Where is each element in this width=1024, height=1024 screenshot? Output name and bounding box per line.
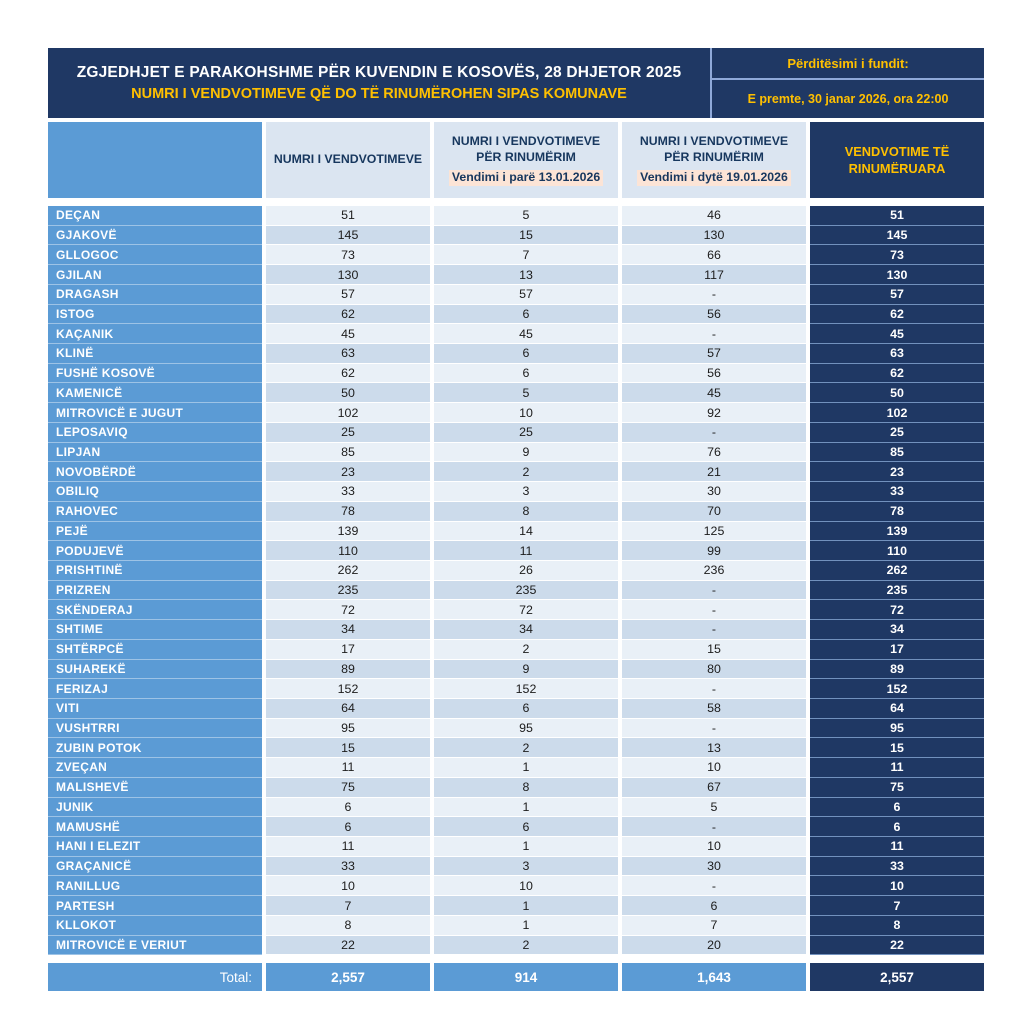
municipality-cell: GJILAN [48, 265, 262, 285]
stations-total-cell: 17 [266, 640, 430, 660]
municipality-cell: MITROVICË E JUGUT [48, 403, 262, 423]
column-header-label: VENDVOTIME TË RINUMËRUARA [844, 143, 950, 176]
second-decision-cell: - [622, 600, 806, 620]
first-decision-cell: 6 [434, 344, 618, 364]
first-decision-cell: 14 [434, 522, 618, 542]
stations-total-cell: 102 [266, 403, 430, 423]
report-title: ZGJEDHJET E PARAKOHSHME PËR KUVENDIN E KOSOVËS, 28 DHJETOR 2025 [76, 64, 682, 81]
table-row [48, 817, 984, 837]
second-decision-cell: 125 [622, 522, 806, 542]
recounted-cell: 33 [810, 857, 984, 877]
recounted-cell: 63 [810, 344, 984, 364]
second-decision-cell: - [622, 679, 806, 699]
table-row [48, 226, 984, 246]
second-decision-cell: 117 [622, 265, 806, 285]
stations-total-cell: 235 [266, 581, 430, 601]
recounted-cell: 62 [810, 364, 984, 384]
first-decision-cell: 235 [434, 581, 618, 601]
last-update-label: Përditësimi i fundit: [712, 48, 984, 80]
second-decision-cell: - [622, 876, 806, 896]
stations-total-cell: 34 [266, 620, 430, 640]
recounted-cell: 15 [810, 738, 984, 758]
table-row [48, 561, 984, 581]
second-decision-cell: 67 [622, 778, 806, 798]
table-row [48, 403, 984, 423]
table-row [48, 778, 984, 798]
stations-total-cell: 85 [266, 443, 430, 463]
second-decision-cell: 21 [622, 462, 806, 482]
table-row [48, 660, 984, 680]
stations-total-cell: 64 [266, 699, 430, 719]
recounted-cell: 235 [810, 581, 984, 601]
first-decision-cell: 6 [434, 699, 618, 719]
first-decision-cell: 13 [434, 265, 618, 285]
stations-total-cell: 8 [266, 916, 430, 936]
first-decision-cell: 34 [434, 620, 618, 640]
first-decision-cell: 2 [434, 738, 618, 758]
column-header-label: NUMRI I VENDVOTIMEVE PËR RINUMËRIM [639, 134, 789, 164]
second-decision-cell: - [622, 817, 806, 837]
stations-total-cell: 62 [266, 305, 430, 325]
stations-total-cell: 130 [266, 265, 430, 285]
first-decision-cell: 45 [434, 324, 618, 344]
municipality-cell: OBILIQ [48, 482, 262, 502]
municipality-cell: LEPOSAVIQ [48, 423, 262, 443]
recounted-cell: 89 [810, 660, 984, 680]
second-decision-cell: 57 [622, 344, 806, 364]
title-band [48, 48, 984, 118]
table-row [48, 896, 984, 916]
municipality-cell: ZUBIN POTOK [48, 738, 262, 758]
recounted-cell: 17 [810, 640, 984, 660]
recounted-cell: 152 [810, 679, 984, 699]
first-decision-cell: 6 [434, 817, 618, 837]
stations-total-cell: 62 [266, 364, 430, 384]
total-second-decision-value: 1,643 [622, 963, 806, 991]
first-decision-cell: 5 [434, 206, 618, 226]
first-decision-cell: 2 [434, 640, 618, 660]
recounted-cell: 73 [810, 245, 984, 265]
second-decision-cell: 15 [622, 640, 806, 660]
recounted-cell: 51 [810, 206, 984, 226]
first-decision-cell: 1 [434, 916, 618, 936]
recounted-cell: 45 [810, 324, 984, 344]
first-decision-cell: 72 [434, 600, 618, 620]
stations-total-cell: 73 [266, 245, 430, 265]
table-row [48, 206, 984, 226]
first-decision-cell: 95 [434, 719, 618, 739]
recounted-cell: 95 [810, 719, 984, 739]
stations-total-cell: 51 [266, 206, 430, 226]
second-decision-cell: 45 [622, 383, 806, 403]
column-header-sublabel: Vendimi i dytë 19.01.2026 [637, 170, 791, 186]
second-decision-cell: 5 [622, 798, 806, 818]
second-decision-cell: - [622, 423, 806, 443]
second-decision-cell: - [622, 581, 806, 601]
recounted-cell: 8 [810, 916, 984, 936]
stations-total-cell: 139 [266, 522, 430, 542]
recounted-cell: 34 [810, 620, 984, 640]
municipality-cell: ZVEÇAN [48, 758, 262, 778]
second-decision-cell: 13 [622, 738, 806, 758]
recounted-cell: 75 [810, 778, 984, 798]
second-decision-cell: 92 [622, 403, 806, 423]
recounted-cell: 7 [810, 896, 984, 916]
second-decision-cell: 80 [622, 660, 806, 680]
first-decision-cell: 8 [434, 502, 618, 522]
column-header-municipality [48, 122, 262, 198]
stations-total-cell: 23 [266, 462, 430, 482]
total-stations-value: 2,557 [266, 963, 430, 991]
municipality-cell: HANI I ELEZIT [48, 837, 262, 857]
table-row [48, 324, 984, 344]
stations-total-cell: 6 [266, 817, 430, 837]
total-first-decision-value: 914 [434, 963, 618, 991]
municipality-cell: MALISHEVË [48, 778, 262, 798]
stations-total-cell: 145 [266, 226, 430, 246]
stations-total-cell: 33 [266, 482, 430, 502]
table-row [48, 364, 984, 384]
first-decision-cell: 2 [434, 462, 618, 482]
second-decision-cell: 56 [622, 364, 806, 384]
column-header-recounted [810, 122, 984, 198]
municipality-cell: MITROVICË E VERIUT [48, 936, 262, 956]
table-row [48, 679, 984, 699]
first-decision-cell: 9 [434, 443, 618, 463]
table-row [48, 620, 984, 640]
table-row [48, 936, 984, 956]
first-decision-cell: 1 [434, 758, 618, 778]
recounted-cell: 130 [810, 265, 984, 285]
first-decision-cell: 57 [434, 285, 618, 305]
title-block [48, 48, 710, 118]
recounted-cell: 33 [810, 482, 984, 502]
table-row [48, 502, 984, 522]
first-decision-cell: 11 [434, 541, 618, 561]
municipality-cell: GJAKOVË [48, 226, 262, 246]
recounted-cell: 64 [810, 699, 984, 719]
second-decision-cell: 70 [622, 502, 806, 522]
stations-total-cell: 50 [266, 383, 430, 403]
second-decision-cell: 30 [622, 857, 806, 877]
second-decision-cell: 30 [622, 482, 806, 502]
second-decision-cell: 20 [622, 936, 806, 956]
stations-total-cell: 45 [266, 324, 430, 344]
second-decision-cell: 7 [622, 916, 806, 936]
second-decision-cell: - [622, 324, 806, 344]
first-decision-cell: 1 [434, 798, 618, 818]
municipality-cell: DEÇAN [48, 206, 262, 226]
municipality-cell: FUSHË KOSOVË [48, 364, 262, 384]
recounted-cell: 262 [810, 561, 984, 581]
column-header-label: NUMRI I VENDVOTIMEVE [273, 152, 423, 166]
column-header-row [48, 122, 984, 198]
last-update-panel [710, 48, 984, 118]
recounted-cell: 6 [810, 798, 984, 818]
recounted-cell: 110 [810, 541, 984, 561]
first-decision-cell: 5 [434, 383, 618, 403]
municipality-cell: VITI [48, 699, 262, 719]
table-row [48, 600, 984, 620]
recounted-cell: 50 [810, 383, 984, 403]
second-decision-cell: - [622, 719, 806, 739]
first-decision-cell: 10 [434, 876, 618, 896]
recount-table-sheet [48, 48, 984, 991]
second-decision-cell: 56 [622, 305, 806, 325]
recounted-cell: 10 [810, 876, 984, 896]
first-decision-cell: 1 [434, 896, 618, 916]
recounted-cell: 23 [810, 462, 984, 482]
recounted-cell: 22 [810, 936, 984, 956]
table-row [48, 640, 984, 660]
table-row [48, 265, 984, 285]
table-row [48, 522, 984, 542]
table-row [48, 462, 984, 482]
recounted-cell: 139 [810, 522, 984, 542]
second-decision-cell: - [622, 285, 806, 305]
recounted-cell: 85 [810, 443, 984, 463]
municipality-cell: RAHOVEC [48, 502, 262, 522]
recounted-cell: 102 [810, 403, 984, 423]
stations-total-cell: 95 [266, 719, 430, 739]
first-decision-cell: 8 [434, 778, 618, 798]
first-decision-cell: 25 [434, 423, 618, 443]
stations-total-cell: 11 [266, 837, 430, 857]
municipality-cell: VUSHTRRI [48, 719, 262, 739]
recounted-cell: 11 [810, 837, 984, 857]
second-decision-cell: 130 [622, 226, 806, 246]
municipality-cell: SKËNDERAJ [48, 600, 262, 620]
last-update-value: E premte, 30 janar 2026, ora 22:00 [747, 92, 949, 106]
stations-total-cell: 33 [266, 857, 430, 877]
stations-total-cell: 75 [266, 778, 430, 798]
municipality-cell: GLLOGOC [48, 245, 262, 265]
municipality-cell: KLINË [48, 344, 262, 364]
table-row [48, 482, 984, 502]
recounted-cell: 62 [810, 305, 984, 325]
first-decision-cell: 10 [434, 403, 618, 423]
municipality-cell: PRISHTINË [48, 561, 262, 581]
second-decision-cell: 99 [622, 541, 806, 561]
recounted-cell: 57 [810, 285, 984, 305]
second-decision-cell: 46 [622, 206, 806, 226]
stations-total-cell: 7 [266, 896, 430, 916]
municipality-cell: KAÇANIK [48, 324, 262, 344]
second-decision-cell: 10 [622, 758, 806, 778]
municipality-cell: RANILLUG [48, 876, 262, 896]
second-decision-cell: 236 [622, 561, 806, 581]
table-row [48, 305, 984, 325]
stations-total-cell: 57 [266, 285, 430, 305]
table-row [48, 423, 984, 443]
second-decision-cell: 58 [622, 699, 806, 719]
first-decision-cell: 2 [434, 936, 618, 956]
table-row [48, 581, 984, 601]
first-decision-cell: 9 [434, 660, 618, 680]
municipality-cell: PEJË [48, 522, 262, 542]
municipality-cell: JUNIK [48, 798, 262, 818]
stations-total-cell: 72 [266, 600, 430, 620]
stations-total-cell: 152 [266, 679, 430, 699]
table-row [48, 541, 984, 561]
municipality-cell: ISTOG [48, 305, 262, 325]
stations-total-cell: 6 [266, 798, 430, 818]
report-subtitle: NUMRI I VENDVOTIMEVE QË DO TË RINUMËROHEN SIPAS KOMUNAVE [131, 86, 627, 102]
stations-total-cell: 11 [266, 758, 430, 778]
stations-total-cell: 110 [266, 541, 430, 561]
municipality-cell: SHTËRPCË [48, 640, 262, 660]
column-header-second-decision [622, 122, 806, 198]
municipality-cell: DRAGASH [48, 285, 262, 305]
recounted-cell: 78 [810, 502, 984, 522]
total-label: Total: [48, 963, 262, 991]
second-decision-cell: 6 [622, 896, 806, 916]
table-row [48, 699, 984, 719]
municipality-cell: GRAÇANICË [48, 857, 262, 877]
stations-total-cell: 262 [266, 561, 430, 581]
first-decision-cell: 152 [434, 679, 618, 699]
recounted-cell: 145 [810, 226, 984, 246]
first-decision-cell: 1 [434, 837, 618, 857]
municipality-cell: SUHAREKË [48, 660, 262, 680]
stations-total-cell: 89 [266, 660, 430, 680]
second-decision-cell: - [622, 620, 806, 640]
table-row [48, 245, 984, 265]
municipality-cell: PARTESH [48, 896, 262, 916]
recounted-cell: 6 [810, 817, 984, 837]
table-row [48, 837, 984, 857]
first-decision-cell: 6 [434, 305, 618, 325]
municipality-cell: FERIZAJ [48, 679, 262, 699]
municipality-cell: NOVOBËRDË [48, 462, 262, 482]
table-row [48, 876, 984, 896]
stations-total-cell: 15 [266, 738, 430, 758]
column-header-first-decision [434, 122, 618, 198]
first-decision-cell: 15 [434, 226, 618, 246]
table-row [48, 719, 984, 739]
second-decision-cell: 76 [622, 443, 806, 463]
column-header-label: NUMRI I VENDVOTIMEVE PËR RINUMËRIM [451, 134, 601, 164]
first-decision-cell: 3 [434, 857, 618, 877]
first-decision-cell: 26 [434, 561, 618, 581]
total-row [48, 963, 984, 991]
column-header-sublabel: Vendimi i parë 13.01.2026 [449, 170, 603, 186]
municipality-cell: KAMENICË [48, 383, 262, 403]
municipality-cell: PODUJEVË [48, 541, 262, 561]
second-decision-cell: 66 [622, 245, 806, 265]
stations-total-cell: 78 [266, 502, 430, 522]
table-row [48, 916, 984, 936]
total-recounted-value: 2,557 [810, 963, 984, 991]
municipality-cell: KLLOKOT [48, 916, 262, 936]
table-row [48, 344, 984, 364]
first-decision-cell: 6 [434, 364, 618, 384]
table-row [48, 738, 984, 758]
table-body [48, 206, 984, 955]
column-header-total-stations [266, 122, 430, 198]
municipality-cell: MAMUSHË [48, 817, 262, 837]
municipality-cell: LIPJAN [48, 443, 262, 463]
first-decision-cell: 7 [434, 245, 618, 265]
first-decision-cell: 3 [434, 482, 618, 502]
recounted-cell: 72 [810, 600, 984, 620]
stations-total-cell: 22 [266, 936, 430, 956]
table-row [48, 285, 984, 305]
recounted-cell: 11 [810, 758, 984, 778]
recounted-cell: 25 [810, 423, 984, 443]
table-row [48, 383, 984, 403]
second-decision-cell: 10 [622, 837, 806, 857]
stations-total-cell: 25 [266, 423, 430, 443]
municipality-cell: PRIZREN [48, 581, 262, 601]
table-row [48, 798, 984, 818]
table-row [48, 857, 984, 877]
stations-total-cell: 10 [266, 876, 430, 896]
table-row [48, 758, 984, 778]
stations-total-cell: 63 [266, 344, 430, 364]
table-row [48, 443, 984, 463]
municipality-cell: SHTIME [48, 620, 262, 640]
